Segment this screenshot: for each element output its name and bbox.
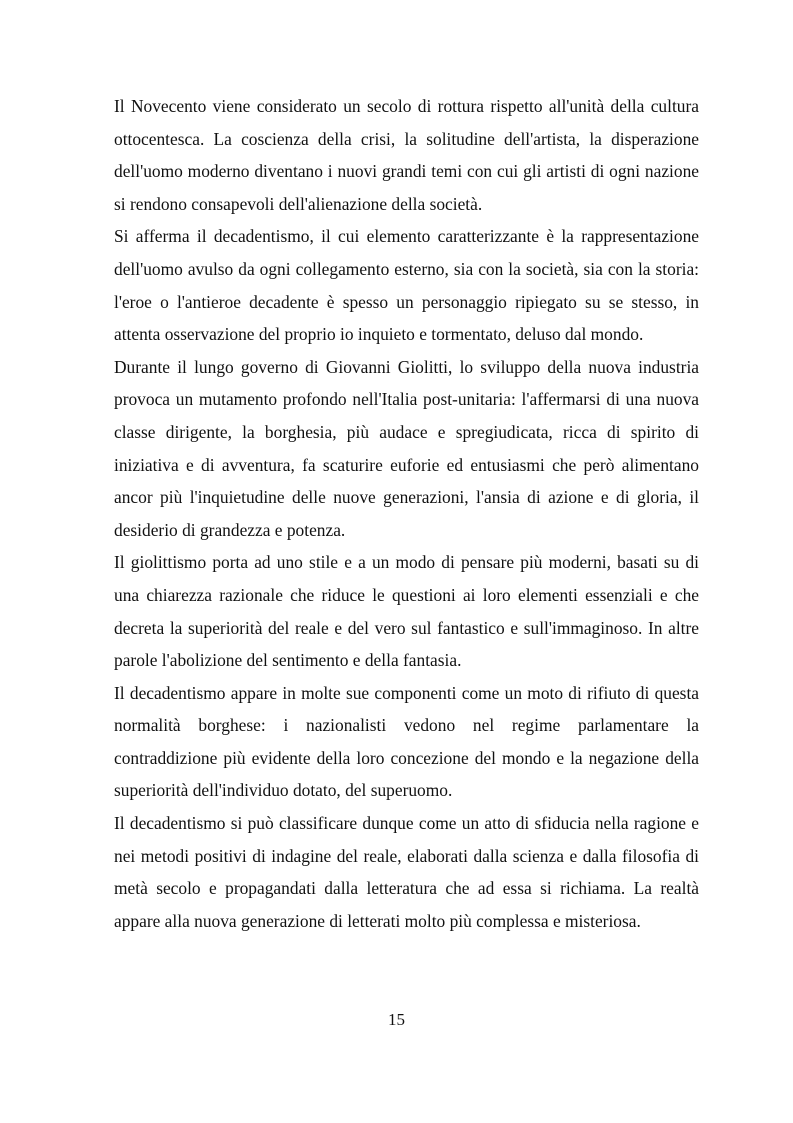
paragraph-giolittismo: Il giolittismo porta ad uno stile e a un modo di pensare più moderni, basati su di una chiarezza razionale che riduce le questioni ai loro elementi essenziali e che decreta la superiorità del reale e del vero sul fantastico e sull'immaginoso. In altre parole l'abolizione del sentimento e della fantasia. [114, 552, 699, 671]
paragraph-novecento: Il Novecento viene considerato un secolo di rottura rispetto all'unità della cultura ottocentesca. La coscienza della crisi, la solitudine dell'artista, la disperazione dell'uomo moderno diventano i nuovi grandi temi con cui gli artisti di ogni nazione si rendono consapevoli dell'alienazione della società. [114, 96, 699, 214]
paragraph-giolitti: Durante il lungo governo di Giovanni Giolitti, lo sviluppo della nuova industria provoca un mutamento profondo nell'Italia post-unitaria: l'affermarsi di una nuova classe dirigente, la borghesia, più audace e spregiudicata, ricca di spirito di iniziativa e di avventura, fa scaturire euforie ed entusiasmi che però alimentano ancor più l'inquietudine delle nuove generazioni, l'ansia di azione e di gloria, il desiderio di grandezza e potenza. [114, 356, 699, 540]
paragraph-rifiuto-borghese: Il decadentismo appare in molte sue componenti come un moto di rifiuto di questa normalità borghese: i nazionalisti vedono nel regime parlamentare la contraddizione più evidente della loro concezione del mondo e la negazione della superiorità dell'individuo dotato, del superuomo. [114, 682, 699, 801]
paragraph-decadentismo-intro: Si afferma il decadentismo, il cui elemento caratterizzante è la rappresentazione dell'uomo avulso da ogni collegamento esterno, sia con la società, sia con la storia: l'eroe o l'antieroe decadente è spesso un personaggio ripiegato su se stesso, in attenta osservazione del proprio io inquieto e tormentato, deluso dal mondo. [114, 226, 699, 345]
paragraph-sfiducia-ragione: Il decadentismo si può classificare dunque come un atto di sfiducia nella ragione e nei metodi positivi di indagine del reale, elaborati dalla scienza e dalla filosofia di metà secolo e propagandati dalla letteratura che ad essa si richiama. La realtà appare alla nuova generazione di letterati molto più complessa e misteriosa. [114, 813, 699, 931]
page-number: 15 [388, 1010, 405, 1029]
body-text [114, 90, 699, 937]
